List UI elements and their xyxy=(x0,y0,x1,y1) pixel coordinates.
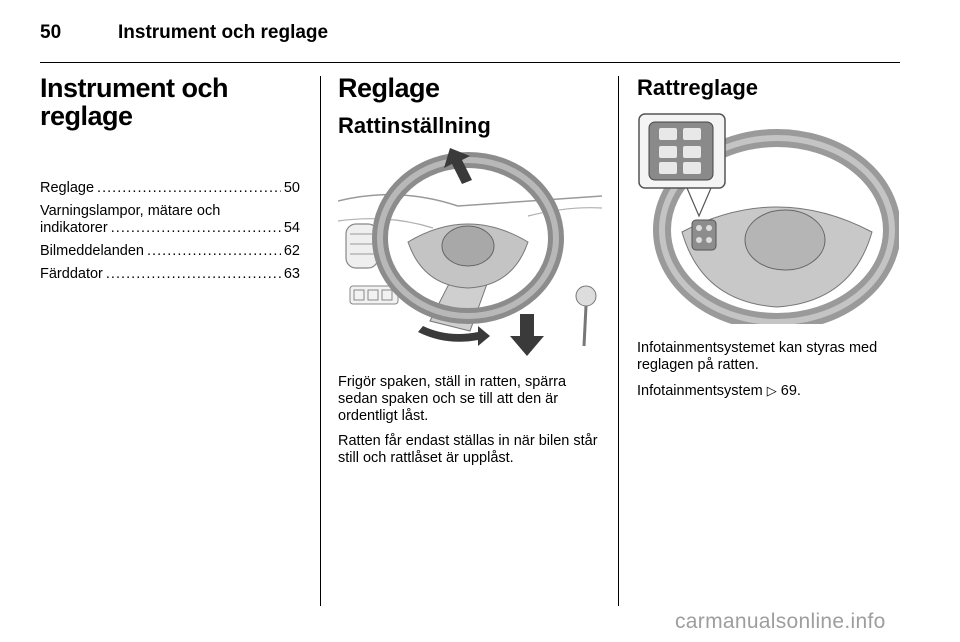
toc-page: 54 xyxy=(283,220,300,236)
rattreglage-column xyxy=(637,74,902,408)
toc-page: 63 xyxy=(283,266,300,282)
reference-text: Infotainmentsystem xyxy=(637,383,763,399)
toc-entry-reglage[interactable] xyxy=(40,180,300,197)
toc-page: 62 xyxy=(283,243,300,259)
toc-leader xyxy=(106,266,281,283)
toc-entry-varningslampor[interactable] xyxy=(40,203,300,237)
toc-page: 50 xyxy=(283,180,300,196)
toc-label: Färddator xyxy=(40,266,103,282)
column-divider xyxy=(320,76,321,606)
toc-label: indikatorer xyxy=(40,220,108,236)
toc-label: Bilmeddelanden xyxy=(40,243,144,259)
page-reference-arrow-icon: ▷ xyxy=(766,383,777,398)
rattreglage-description: Infotainmentsystemet kan styras med reglagen på ratten. xyxy=(637,340,878,373)
rattreglage-title: Rattreglage xyxy=(637,75,759,100)
reglage-column xyxy=(338,74,602,475)
section-title: Reglage xyxy=(338,73,440,103)
adjust-warning: Ratten får endast ställas in när bilen står still och rattlåset är upplåst. xyxy=(338,433,598,466)
page-number: 50 xyxy=(40,22,62,43)
toc-leader xyxy=(97,180,281,197)
section-subtitle: Rattinställning xyxy=(338,113,491,138)
reference-page[interactable]: 69. xyxy=(780,383,801,399)
toc-label: Reglage xyxy=(40,180,95,196)
toc-label-line1: Varningslampor, mätare och xyxy=(40,203,221,219)
adjust-instruction: Frigör spaken, ställ in ratten, spärra sedan spaken och se till att den är ordentligt låst. xyxy=(338,374,567,424)
page-header xyxy=(40,18,900,63)
chapter-title xyxy=(40,74,300,130)
steering-wheel-adjust-illustration xyxy=(338,146,602,358)
chapter-title-line2: reglage xyxy=(40,101,133,131)
watermark: carmanualsonline.info xyxy=(675,610,886,633)
chapter-column xyxy=(40,74,300,289)
steering-wheel-controls-illustration xyxy=(637,112,899,324)
rattreglage-reference xyxy=(637,382,902,400)
running-title: Instrument och reglage xyxy=(118,22,329,43)
table-of-contents xyxy=(40,180,300,283)
column-divider xyxy=(618,76,619,606)
toc-entry-farddator[interactable] xyxy=(40,266,300,283)
toc-leader xyxy=(147,243,281,260)
toc-entry-bilmeddelanden[interactable] xyxy=(40,243,300,260)
toc-leader xyxy=(111,220,281,237)
chapter-title-line1: Instrument och xyxy=(40,73,229,103)
